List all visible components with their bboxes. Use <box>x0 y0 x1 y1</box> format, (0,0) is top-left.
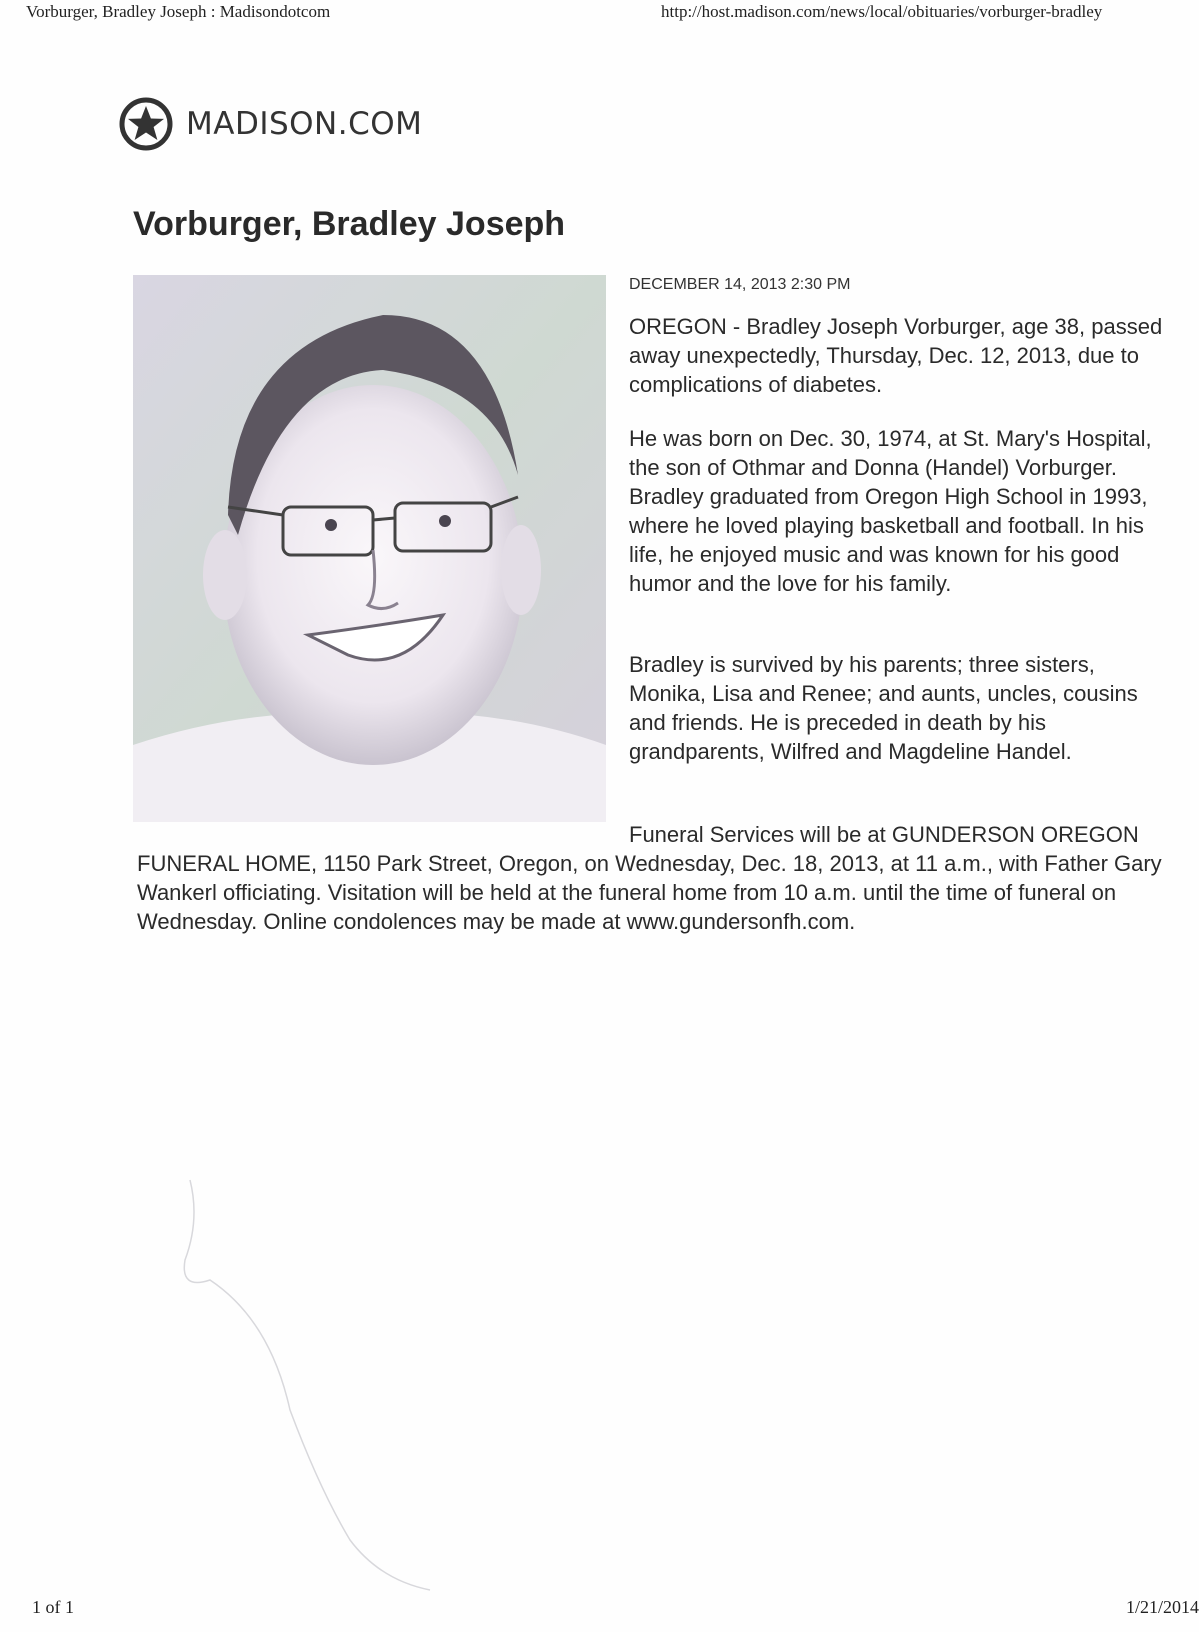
site-logo[interactable] <box>118 96 422 152</box>
article-paragraph-funeral: Funeral Services will be at GUNDERSON OREGON FUNERAL HOME, 1150 Park Street, Oregon, on Wednesday, Dec. 18, 2013, at 11 a.m., with Father Gary Wankerl officiating. Visitation will be held at the funeral home from 10 a.m. until the time of funeral on Wednesday. Online condolences may be made at www.gundersonfh.com. <box>137 822 1162 934</box>
page-title: Vorburger, Bradley Joseph <box>133 205 566 243</box>
print-header-title: Vorburger, Bradley Joseph : Madisondotcom <box>26 2 331 21</box>
portrait-photo <box>133 275 606 822</box>
star-in-circle-icon <box>118 96 174 152</box>
article-paragraph: He was born on Dec. 30, 1974, at St. Mary's Hospital, the son of Othmar and Donna (Handel) Vorburger. Bradley graduated from Oregon High School in 1993, where he loved playing basketball and football. In his life, he enjoyed music and was known for his good humor and the love for his family. <box>629 426 1152 596</box>
print-footer-date: 1/21/2014 <box>1125 1597 1199 1617</box>
article-paragraph: OREGON - Bradley Joseph Vorburger, age 38, passed away unexpectedly, Thursday, Dec. 12, 2013, due to complications of diabetes. <box>629 314 1163 397</box>
article-dateline: DECEMBER 14, 2013 2:30 PM <box>629 276 851 293</box>
article-paragraph: Bradley is survived by his parents; three sisters, Monika, Lisa and Renee; and aunts, uncles, cousins and friends. He is preceded in death by his grandparents, Wilfred and Magdeline Handel. <box>629 652 1138 764</box>
print-footer-page: 1 of 1 <box>32 1597 74 1617</box>
print-header-url[interactable]: http://host.madison.com/news/local/obituaries/vorburger-bradley <box>661 2 1103 21</box>
logo-text: MADISON.COM <box>186 106 423 142</box>
scan-artifact-line <box>150 1160 470 1600</box>
